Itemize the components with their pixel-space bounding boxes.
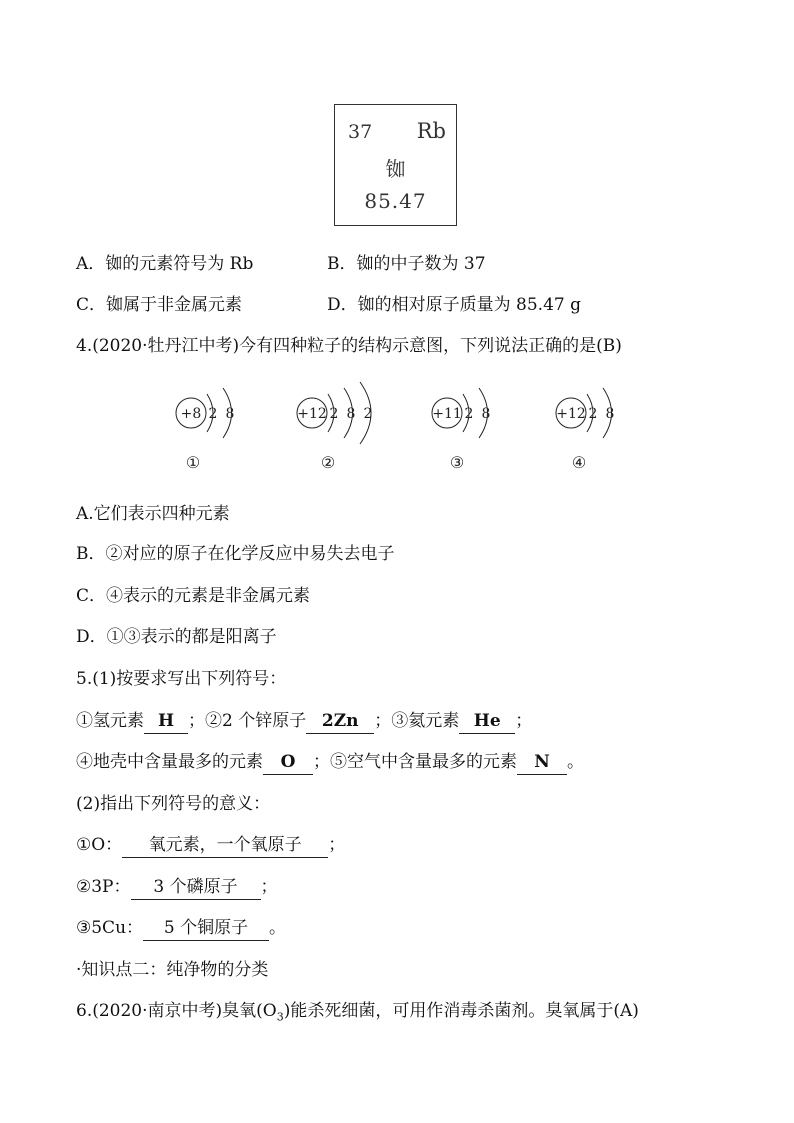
q4-option-b: B．②对应的原子在化学反应中易失去电子 — [76, 544, 395, 564]
q6-stem — [76, 999, 639, 1029]
atom-diagram-2 — [297, 382, 372, 444]
element-symbol: Rb — [416, 119, 446, 143]
q4-option-d: D．①③表示的都是阳离子 — [76, 627, 277, 647]
q3-option-a: A．铷的元素符号为 Rb — [76, 254, 254, 274]
atom-diagram-1 — [176, 388, 234, 438]
atomic-structure-diagrams — [150, 375, 650, 475]
prompt-text: ；⑤空气中含量最多的元素 — [313, 752, 517, 772]
q5-meaning-2 — [76, 875, 278, 900]
diagram-label-1: ① — [185, 453, 201, 472]
atomic-number: 37 — [348, 121, 373, 143]
prompt-text: ①O： — [76, 835, 123, 855]
shell-electrons: 8 — [481, 406, 491, 422]
answer-blank: N — [517, 750, 567, 775]
prompt-text: ； — [328, 835, 346, 855]
q5-line2 — [76, 750, 584, 775]
atomic-mass: 85.47 — [364, 189, 427, 213]
prompt-text: 。 — [567, 752, 584, 772]
shell-electrons: 8 — [346, 406, 356, 422]
diagram-label-3: ③ — [449, 453, 465, 472]
answer-blank: 5 个铜原子 — [143, 916, 269, 941]
section-heading: ·知识点二：纯净物的分类 — [76, 960, 269, 980]
diagram-label-2: ② — [320, 453, 336, 472]
q5-line1 — [76, 709, 532, 734]
atom-diagram-3 — [432, 388, 490, 438]
prompt-text: 。 — [269, 918, 287, 938]
diagram-label-4: ④ — [571, 453, 587, 472]
prompt-text: ④地壳中含量最多的元素 — [76, 752, 263, 772]
prompt-text: ；③氦元素 — [374, 711, 460, 731]
prompt-text: ①氢元素 — [76, 711, 144, 731]
nucleus-charge: +8 — [180, 406, 202, 422]
prompt-text: ； — [260, 877, 278, 897]
prompt-text: ②3P： — [76, 877, 131, 897]
element-card — [334, 104, 457, 226]
subscript: 3 — [276, 1010, 284, 1024]
q3-option-d: D．铷的相对原子质量为 85.47 g — [327, 295, 581, 315]
answer-blank: H — [144, 709, 188, 734]
nucleus-charge: +12 — [556, 406, 586, 422]
q4-stem: 4.(2020·牡丹江中考)今有四种粒子的结构示意图，下列说法正确的是(B) — [76, 336, 622, 356]
q5-part2-title: (2)指出下列符号的意义： — [76, 794, 271, 814]
q6-text: 6.(2020·南京中考)臭氧(O — [76, 1001, 277, 1021]
prompt-text: ；②2 个锌原子 — [188, 711, 307, 731]
shell-electrons: 2 — [363, 406, 373, 422]
answer-blank: 3 个磷原子 — [131, 875, 261, 900]
answer-blank: He — [459, 709, 515, 734]
shell-electrons: 2 — [329, 406, 339, 422]
shell-electrons: 8 — [605, 406, 615, 422]
shell-electrons: 2 — [208, 406, 218, 422]
answer-blank: O — [263, 750, 313, 775]
nucleus-charge: +12 — [297, 406, 327, 422]
shell-electrons: 2 — [464, 406, 474, 422]
nucleus-charge: +11 — [432, 406, 462, 422]
answer-blank: 2Zn — [306, 709, 374, 734]
q5-meaning-3 — [76, 916, 286, 941]
q4-option-c: C．④表示的元素是非金属元素 — [76, 586, 311, 606]
q5-meaning-1 — [76, 833, 345, 858]
answer-blank: 氧元素，一个氧原子 — [122, 833, 328, 858]
q3-option-c: C．铷属于非金属元素 — [76, 295, 243, 315]
atom-diagram-4 — [556, 388, 614, 438]
shell-electrons: 8 — [225, 406, 235, 422]
q6-text: )能杀死细菌，可用作消毒杀菌剂。臭氧属于(A) — [283, 1001, 639, 1021]
q3-option-b: B．铷的中子数为 37 — [327, 254, 486, 274]
q4-option-a: A.它们表示四种元素 — [76, 504, 230, 524]
prompt-text: ③5Cu： — [76, 918, 144, 938]
q5-part1-title: 5.(1)按要求写出下列符号： — [76, 669, 287, 689]
element-name: 铷 — [385, 157, 406, 181]
shell-electrons: 2 — [588, 406, 598, 422]
prompt-text: ； — [515, 711, 533, 731]
